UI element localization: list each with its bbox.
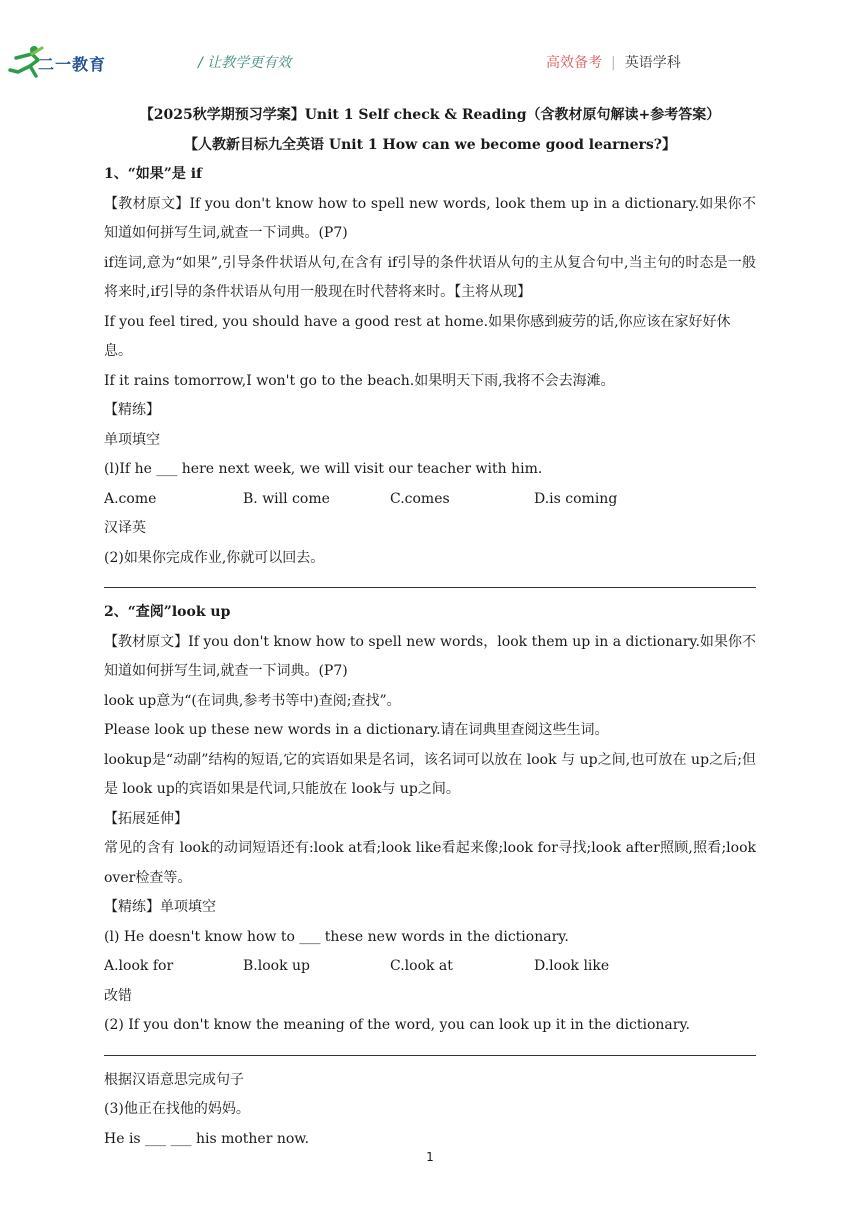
page-header bbox=[0, 0, 860, 80]
section2-options bbox=[104, 952, 756, 982]
section1-example-2: If it rains tomorrow,I won't go to the beach.如果明天下雨,我将不会去海滩。 bbox=[104, 372, 615, 389]
header-right bbox=[546, 52, 681, 72]
option-a: A.come bbox=[104, 490, 157, 507]
section1-practice-label: 【精练】 bbox=[104, 402, 160, 418]
answer-line bbox=[104, 1055, 756, 1056]
section2-question-1: (l) He doesn't know how to ___ these new words in the dictionary. bbox=[104, 928, 569, 945]
option-c: C.comes bbox=[390, 490, 450, 507]
section1-type-1: 单项填空 bbox=[104, 431, 160, 448]
option-b: B. will come bbox=[243, 490, 330, 507]
page-number: 1 bbox=[426, 1150, 434, 1164]
section1-example-1: If you feel tired, you should have a good rest at home.如果你感到疲劳的话,你应该在家好好休息。 bbox=[104, 313, 731, 359]
section2-type-2: 改错 bbox=[104, 987, 132, 1004]
section1-original: 【教材原文】If you don't know how to spell new words, look them up in a dictionary.如果你不知道如何拼写生词,就查一下词典。(P7) bbox=[104, 195, 756, 241]
section1-options bbox=[104, 485, 756, 515]
answer-line bbox=[104, 587, 756, 588]
section2-practice-label: 【精练】单项填空 bbox=[104, 899, 216, 915]
section2-original: 【教材原文】If you don't know how to spell new words，look them up in a dictionary.如果你不知道如何拼写生词,就查一下词典。(P7) bbox=[104, 633, 756, 679]
section1-question-1: (l)If he ___ here next week, we will visit our teacher with him. bbox=[104, 461, 543, 477]
option-a: A.look for bbox=[104, 958, 174, 974]
option-d: D.is coming bbox=[534, 490, 618, 507]
section2-extend-label: 【拓展延伸】 bbox=[104, 810, 188, 827]
document-body bbox=[104, 101, 756, 1154]
header-subject: 英语学科 bbox=[624, 55, 681, 71]
header-separator: | bbox=[611, 55, 616, 71]
section2-explanation-2: lookup是“动副”结构的短语,它的宾语如果是名词，该名词可以放在 look 与 up之间,也可放在 up之后;但是 look up的宾语如果是代词,只能放在 look与 up之间。 bbox=[104, 751, 756, 797]
section2-question-2: (2) If you don't know the meaning of the word, you can look up it in the dictionary. bbox=[104, 1017, 690, 1033]
section2-explanation-1: look up意为“(在词典,参考书等中)查阅;查找”。 bbox=[104, 692, 401, 709]
section2-heading: 2、“查阅”look up bbox=[104, 604, 231, 620]
section2-question-3-english: He is ___ ___ his mother now. bbox=[104, 1130, 310, 1147]
section1-explanation: if连词,意为“如果”,引导条件状语从句,在含有 if引导的条件状语从句的主从复合句中,当主句的时态是一般将来时,if引导的条件状语从句用一般现在时代替将来时。【主将从现】 bbox=[104, 254, 756, 300]
header-slogan: / 让教学更有效 bbox=[198, 55, 292, 71]
section1-type-2: 汉译英 bbox=[104, 520, 146, 536]
section2-question-3: (3)他正在找他的妈妈。 bbox=[104, 1101, 250, 1117]
section2-type-3: 根据汉语意思完成句子 bbox=[104, 1071, 244, 1088]
logo-text: 二一教育 bbox=[38, 55, 107, 74]
header-tag: 高效备考 bbox=[546, 55, 602, 71]
section2-extend-text: 常见的含有 look的动词短语还有:look at看;look like看起来像;look for寻找;look after照顾,照看;look over检查等。 bbox=[104, 840, 756, 886]
section1-question-2: (2)如果你完成作业,你就可以回去。 bbox=[104, 549, 325, 566]
option-b: B.look up bbox=[243, 958, 310, 974]
option-d: D.look like bbox=[534, 958, 610, 974]
option-c: C.look at bbox=[390, 958, 453, 974]
doc-title: 【2025秋学期预习学案】Unit 1 Self check & Reading（含教材原句解读+参考答案） bbox=[139, 107, 721, 123]
section2-example-1: Please look up these new words in a dictionary.请在词典里查阅这些生词。 bbox=[104, 722, 609, 738]
section1-heading: 1、“如果”是 if bbox=[104, 166, 203, 182]
doc-subtitle: 【人教新目标九全英语 Unit 1 How can we become good learners?】 bbox=[183, 136, 676, 153]
